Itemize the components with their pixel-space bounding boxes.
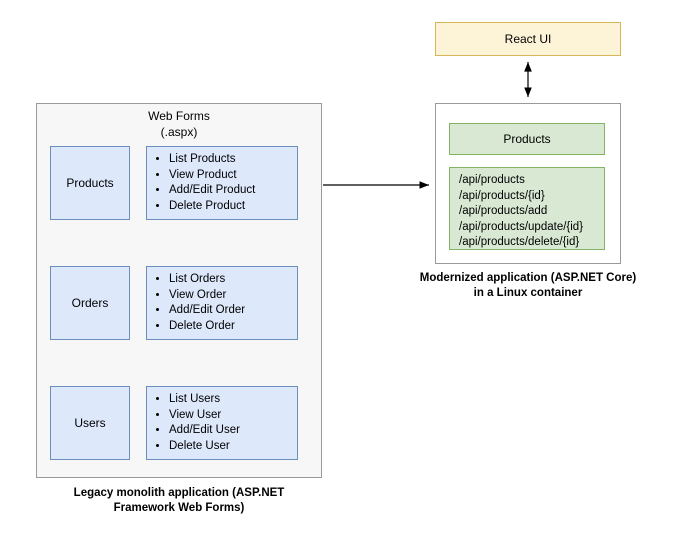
list-item: • List Users [169,392,293,408]
api-endpoint: /api/products/update/{id} [459,220,584,233]
api-endpoint: /api/products/{id} [459,189,545,202]
legacy-module-products-label: Products [66,176,114,190]
web-forms-title-text: Web Forms [148,109,210,123]
react-ui-label: React UI [504,32,552,46]
legacy-caption-line2: Framework Web Forms) [113,502,245,514]
modern-caption-line1: Modernized application (ASP.NET Core) [419,272,637,284]
api-endpoint: /api/products/delete/{id} [459,236,580,248]
modern-caption-line2: in a Linux container [473,287,583,299]
list-item: • View Order [169,288,293,304]
list-item: • View Product [169,168,293,184]
legacy-module-users-label: Users [74,416,106,430]
list-item: • List Products [169,152,293,168]
legacy-caption-line1: Legacy monolith application (ASP.NET [73,487,285,499]
list-item: • List Orders [169,272,293,288]
api-endpoint: /api/products [459,174,525,186]
list-item: • View User [169,408,293,424]
list-item: • Delete Order [169,319,293,335]
list-item: • Delete Product [169,199,293,215]
list-item: • Delete User [169,439,293,455]
web-forms-subtitle-text: (.aspx) [160,125,198,139]
list-item: • Add/Edit Product [169,183,293,199]
api-endpoint: /api/products/add [459,205,548,217]
list-item: • Add/Edit User [169,423,293,439]
list-item: • Add/Edit Order [169,303,293,319]
modern-products-label: Products [503,132,551,146]
legacy-module-orders-label: Orders [71,296,109,310]
